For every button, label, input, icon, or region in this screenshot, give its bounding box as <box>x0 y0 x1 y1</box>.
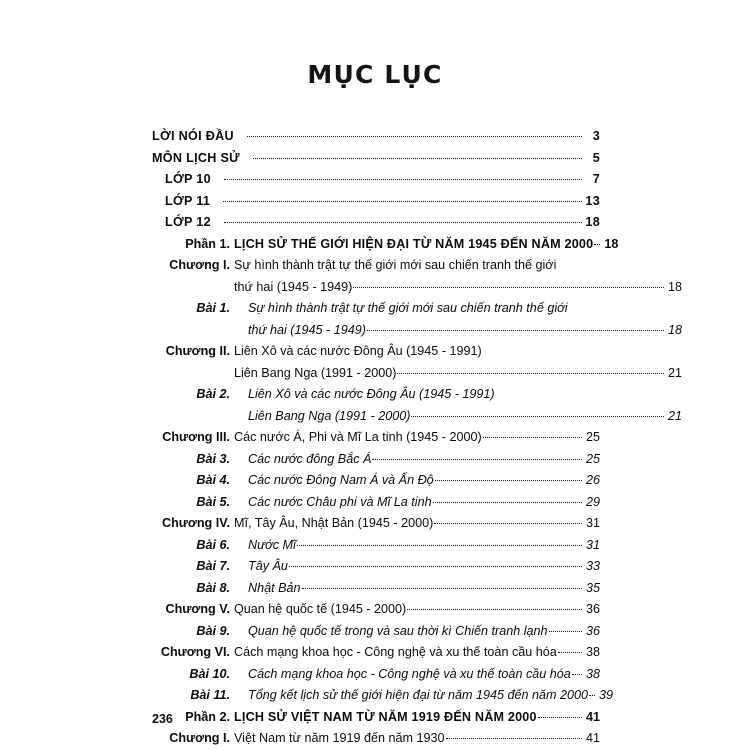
toc-entry[interactable] <box>152 169 600 191</box>
toc-entry[interactable] <box>152 212 600 234</box>
toc-entry-text: Các nước Đông Nam Á và Ấn Độ <box>248 473 434 487</box>
toc-entry-label: Phần 2. <box>185 709 230 724</box>
dot-leader <box>558 652 582 653</box>
toc-entry[interactable] <box>152 664 600 686</box>
toc-entry-page: 18 <box>667 279 682 294</box>
toc-entry[interactable] <box>152 578 600 600</box>
toc-entry-text: Các nước đông Bắc Á <box>248 451 372 466</box>
toc-entry[interactable] <box>152 599 600 621</box>
toc-entry[interactable] <box>152 685 614 707</box>
toc-entry-label: Bài 2. <box>196 387 230 401</box>
toc-entry-text: Sự hình thành trật tự thế giới mới sau chiến tranh thế giới <box>248 301 568 315</box>
dot-leader <box>224 179 582 180</box>
toc-entry-label: Chương V. <box>165 602 230 616</box>
dot-leader <box>572 674 582 675</box>
toc-entry[interactable] <box>152 535 600 557</box>
toc-entry-label: LỚP 10 <box>165 172 211 186</box>
toc-entry-page: 25 <box>585 430 600 444</box>
toc-entry-label: Bài 10. <box>189 666 230 681</box>
toc-entry-page: 5 <box>592 150 600 165</box>
toc-entry-page: 25 <box>585 451 600 466</box>
dot-leader <box>446 738 582 739</box>
toc-entry-continuation[interactable] <box>152 320 682 342</box>
toc-entry-text: Tây Âu <box>248 559 288 573</box>
toc-entry-text: Quan hệ quốc tế trong và sau thời kì Chiến tranh lạnh <box>248 623 548 638</box>
toc-entry-page: 33 <box>585 559 600 573</box>
toc-entry[interactable] <box>152 707 600 729</box>
toc-entry-text: Quan hệ quốc tế (1945 - 2000) <box>234 602 407 616</box>
toc-entry-label: Phần 1. <box>185 236 230 251</box>
toc-entry-text: Các nước Á, Phi và Mĩ La tinh (1945 - 2000) <box>234 430 482 444</box>
toc-entry-text: Nhật Bản <box>248 580 301 595</box>
toc-entry-page: 35 <box>585 580 600 595</box>
toc-entry[interactable] <box>152 191 600 213</box>
dot-leader <box>353 287 664 288</box>
toc-entry-label: LỚP 11 <box>165 193 211 208</box>
toc-entry-label: Chương II. <box>165 344 230 358</box>
dot-leader <box>302 588 582 589</box>
toc-entry[interactable] <box>152 492 600 514</box>
dot-leader <box>434 523 582 524</box>
toc-entry-text: Sự hình thành trật tự thế giới mới sau chiến tranh thế giới <box>234 258 557 272</box>
page-title: MỤC LỤC <box>307 60 443 89</box>
toc-entry-text: LỊCH SỬ VIỆT NAM TỪ NĂM 1919 ĐẾN NĂM 2000 <box>234 709 537 724</box>
toc-entry-label: Bài 8. <box>196 580 230 595</box>
toc-entry-label: Bài 7. <box>196 559 230 573</box>
toc-entry-continuation[interactable] <box>152 277 682 299</box>
toc-entry-page: 38 <box>585 645 600 659</box>
toc-entry-label: Bài 9. <box>196 623 230 638</box>
toc-entry[interactable] <box>152 642 600 664</box>
toc-entry-continuation[interactable] <box>152 406 682 428</box>
toc-entry[interactable] <box>152 255 600 277</box>
toc-entry[interactable] <box>152 234 619 256</box>
dot-leader <box>594 244 600 245</box>
toc-entry-label: Bài 11. <box>190 688 230 702</box>
toc-entry-page: 13 <box>585 193 600 208</box>
toc-entry-page: 36 <box>585 623 600 638</box>
toc-entry-label: Chương VI. <box>160 645 230 659</box>
toc-entry[interactable] <box>152 298 600 320</box>
dot-leader <box>549 631 582 632</box>
toc-entry[interactable] <box>152 384 600 406</box>
toc-entry-label: Chương III. <box>162 430 230 444</box>
toc-entry-continuation[interactable] <box>152 363 682 385</box>
toc-entry-text: Liên Xô và các nước Đông Âu (1945 - 1991) <box>234 344 482 358</box>
toc-entry-page: 41 <box>585 709 600 724</box>
toc-entry-text: Liên Xô và các nước Đông Âu (1945 - 1991) <box>248 387 495 401</box>
toc-entry-page: 3 <box>592 129 600 143</box>
toc-entry-label: Bài 6. <box>196 537 230 552</box>
toc-entry[interactable] <box>152 341 600 363</box>
toc-entry-label: Chương I. <box>169 731 230 745</box>
toc-entry-page: 29 <box>585 494 600 509</box>
toc-entry-text: Các nước Châu phi và Mĩ La tinh <box>248 494 432 509</box>
toc-entry-text: Cách mạng khoa học - Công nghệ và xu thế toàn cầu hóa <box>234 645 557 659</box>
dot-leader <box>223 201 582 202</box>
toc-entry[interactable] <box>152 427 600 449</box>
toc-entry-page: 36 <box>585 602 600 616</box>
dot-leader <box>435 480 582 481</box>
toc-entry[interactable] <box>152 148 600 170</box>
toc-entry-label: Bài 5. <box>196 494 230 509</box>
dot-leader <box>411 416 664 417</box>
toc-entry[interactable] <box>152 449 600 471</box>
toc-entry-label: LỜI NÓI ĐẦU <box>152 129 234 143</box>
toc-entry-text: Nước Mĩ <box>248 537 296 552</box>
dot-leader <box>483 437 582 438</box>
dot-leader <box>224 222 582 223</box>
toc-entry-label: MÔN LỊCH SỬ <box>152 150 240 165</box>
toc-entry[interactable] <box>152 621 600 643</box>
toc-entry[interactable] <box>152 470 600 492</box>
dot-leader <box>253 158 582 159</box>
toc-entry-page: 38 <box>585 666 600 681</box>
toc-entry-text: Mĩ, Tây Âu, Nhật Bản (1945 - 2000) <box>234 516 434 530</box>
dot-leader <box>367 330 664 331</box>
toc-entry-text: Liên Bang Nga (1991 - 2000) <box>234 365 397 380</box>
toc-entry-text: thứ hai (1945 - 1949) <box>248 322 366 337</box>
toc-entry[interactable] <box>152 728 600 750</box>
toc-entry-text: Liên Bang Nga (1991 - 2000) <box>248 408 411 423</box>
toc-entry-page: 18 <box>667 322 682 337</box>
toc-entry-page: 26 <box>585 473 600 487</box>
toc-entry-page: 7 <box>592 172 600 186</box>
toc-entry-page: 21 <box>667 365 682 380</box>
toc-entry[interactable] <box>152 126 600 148</box>
page-number: 236 <box>152 712 173 726</box>
dot-leader <box>397 373 664 374</box>
dot-leader <box>433 502 582 503</box>
toc-entry-label: Chương I. <box>169 258 230 272</box>
toc-entry-page: 18 <box>585 215 600 229</box>
toc-entry-page: 31 <box>585 516 600 530</box>
toc-entry-text: LỊCH SỬ THẾ GIỚI HIỆN ĐẠI TỪ NĂM 1945 ĐẾN NĂM 2000 <box>234 236 594 251</box>
dot-leader <box>289 566 582 567</box>
toc-entry-text: Cách mạng khoa học - Công nghệ và xu thế toàn cầu hóa <box>248 666 571 681</box>
toc-entry-page: 31 <box>585 537 600 552</box>
toc-entry-page: 18 <box>604 236 619 251</box>
toc-entry[interactable] <box>152 556 600 578</box>
toc-entry-page: 39 <box>599 688 614 702</box>
toc-entry-label: LỚP 12 <box>165 215 211 229</box>
dot-leader <box>589 695 595 696</box>
dot-leader <box>407 609 582 610</box>
toc-entry-page: 21 <box>667 408 682 423</box>
table-of-contents <box>152 126 682 750</box>
dot-leader <box>538 717 582 718</box>
dot-leader <box>297 545 582 546</box>
toc-entry-label: Bài 4. <box>196 473 230 487</box>
toc-entry-label: Bài 1. <box>196 301 230 315</box>
toc-entry-text: Việt Nam từ năm 1919 đến năm 1930 <box>234 731 445 745</box>
dot-leader <box>372 459 582 460</box>
toc-entry-label: Bài 3. <box>196 451 230 466</box>
dot-leader <box>247 136 582 137</box>
toc-entry-label: Chương IV. <box>162 516 230 530</box>
toc-entry-text: thứ hai (1945 - 1949) <box>234 279 353 294</box>
toc-entry-text: Tổng kết lịch sử thế giới hiện đại từ năm 1945 đến năm 2000 <box>248 688 589 702</box>
toc-entry-page: 41 <box>585 731 600 745</box>
toc-entry[interactable] <box>152 513 600 535</box>
